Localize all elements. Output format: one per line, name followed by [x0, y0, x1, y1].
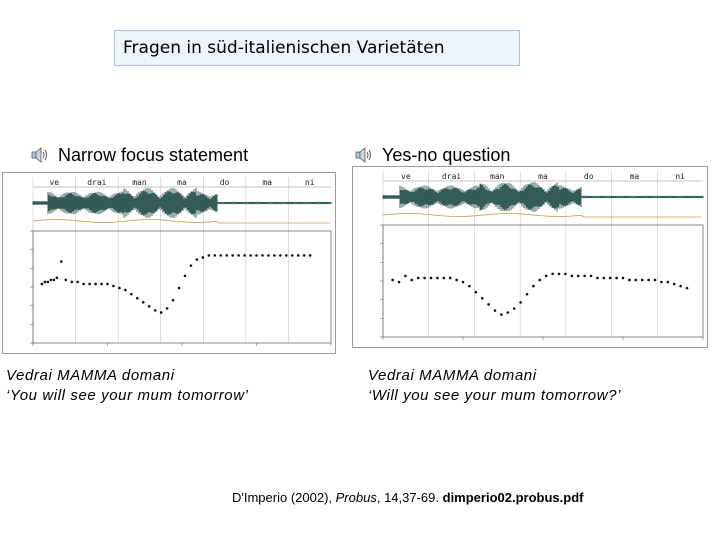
f0-point [291, 254, 294, 257]
speaker-icon[interactable] [30, 145, 50, 165]
f0-point [500, 313, 503, 316]
f0-point [112, 285, 115, 288]
f0-point [243, 254, 246, 257]
narrow-focus-caption [6, 366, 249, 406]
yes-no-plot [352, 166, 708, 348]
f0-point [417, 277, 420, 280]
f0-point [571, 275, 574, 278]
f0-point [545, 275, 548, 278]
f0-point [184, 275, 187, 278]
f0-point [279, 254, 282, 257]
f0-point [519, 301, 522, 304]
f0-point [423, 277, 426, 280]
f0-point [686, 287, 689, 290]
f0-point [660, 281, 663, 284]
intensity-contour [383, 214, 701, 217]
f0-point [564, 273, 567, 276]
f0-point [53, 279, 56, 282]
f0-point [475, 291, 478, 294]
segment-label: ni [304, 178, 315, 187]
f0-point [94, 283, 97, 286]
f0-point [202, 256, 205, 259]
f0-point [64, 279, 67, 282]
f0-point [213, 254, 216, 257]
f0-point [196, 258, 199, 261]
yes-no-caption [368, 366, 621, 406]
f0-point [468, 285, 471, 288]
f0-point [178, 287, 181, 290]
waveform [33, 188, 331, 218]
f0-point [430, 277, 433, 280]
f0-point [641, 279, 644, 282]
f0-point [154, 309, 157, 312]
yes-no-caption-english: ‘Will you see your mum tomorrow?’ [368, 387, 622, 404]
narrow-focus-caption-english: ‘You will see your mum tomorrow’ [6, 387, 249, 404]
f0-point [590, 275, 593, 278]
f0-point [231, 254, 234, 257]
f0-point [237, 254, 240, 257]
segment-label: drai [441, 172, 462, 181]
yes-no-caption-italian: Vedrai MAMMA domani [368, 367, 537, 384]
segment-label: do [219, 178, 230, 187]
f0-point [647, 279, 650, 282]
f0-point [41, 283, 44, 286]
f0-point [88, 283, 91, 286]
f0-point [455, 279, 458, 282]
f0-point [622, 277, 625, 280]
f0-point [583, 275, 586, 278]
f0-point [635, 279, 638, 282]
segment-label: ve [49, 178, 60, 187]
f0-point [404, 275, 407, 278]
f0-point [513, 307, 516, 310]
f0-point [255, 254, 258, 257]
f0-point [507, 311, 510, 314]
waveform [383, 182, 703, 212]
f0-point [267, 254, 270, 257]
f0-point [679, 285, 682, 288]
narrow-focus-pitch-track [3, 173, 336, 354]
segment-label: ma [262, 178, 272, 187]
segment-label: do [583, 172, 594, 181]
reference-author: D'Imperio (2002), [232, 490, 336, 505]
f0-point [47, 281, 50, 284]
segment-label: ma [177, 178, 187, 187]
f0-point [142, 301, 145, 304]
f0-point [82, 283, 85, 286]
reference-file[interactable]: dimperio02.probus.pdf [442, 490, 584, 505]
f0-point [411, 279, 414, 282]
segment-label: ma [538, 172, 548, 181]
speaker-icon[interactable] [354, 145, 374, 165]
f0-point [56, 277, 59, 280]
reference-pages: , 14,37-69. [376, 490, 443, 505]
f0-point [628, 279, 631, 282]
yes-no-pitch-track [353, 167, 708, 348]
f0-point [208, 254, 211, 257]
f0-point [285, 254, 288, 257]
f0-point [609, 277, 612, 280]
narrow-focus-label: Narrow focus statement [58, 144, 249, 165]
segment-label: ni [675, 172, 685, 181]
f0-point [219, 254, 222, 257]
f0-point [309, 254, 312, 257]
f0-point [50, 279, 53, 282]
f0-point [596, 277, 599, 280]
slide-title: Fragen in süd-italienischen Varietäten [114, 30, 520, 66]
narrow-focus-caption-italian: Vedrai MAMMA domani [6, 367, 175, 384]
reference-journal: Probus [335, 490, 377, 505]
pitch-plot-frame [33, 231, 331, 343]
segment-label: ma [629, 172, 640, 181]
reference-citation [232, 490, 583, 505]
segment-label: drai [87, 178, 107, 187]
f0-point [551, 273, 554, 276]
f0-point [603, 277, 606, 280]
f0-point [539, 279, 542, 282]
f0-point [615, 277, 618, 280]
f0-point [398, 281, 401, 284]
f0-point [487, 303, 490, 306]
f0-point [462, 281, 465, 284]
f0-point [106, 283, 109, 286]
f0-point [297, 254, 300, 257]
f0-point [558, 273, 561, 276]
f0-point [166, 307, 169, 310]
f0-point [130, 293, 133, 296]
f0-point [667, 281, 670, 284]
narrow-focus-plot [2, 172, 336, 354]
f0-point [391, 279, 394, 282]
segment-label: ve [401, 172, 411, 181]
f0-point [481, 297, 484, 300]
yes-no-heading [354, 142, 510, 168]
segment-label: man [132, 178, 147, 187]
f0-point [118, 287, 121, 290]
f0-point [100, 283, 103, 286]
narrow-focus-heading [30, 142, 248, 168]
f0-point [261, 254, 264, 257]
f0-point [225, 254, 228, 257]
f0-point [160, 311, 163, 314]
f0-point [673, 283, 676, 286]
f0-point [273, 254, 276, 257]
f0-point [494, 309, 497, 312]
f0-point [44, 281, 47, 284]
f0-point [449, 277, 452, 280]
segment-label: man [490, 172, 505, 181]
f0-point [443, 277, 446, 280]
f0-point [190, 264, 193, 267]
f0-point [526, 293, 529, 296]
f0-point [249, 254, 252, 257]
f0-point [148, 305, 151, 308]
f0-point [436, 277, 439, 280]
f0-point [70, 281, 73, 284]
f0-point [654, 279, 657, 282]
f0-point [60, 260, 63, 263]
f0-point [532, 285, 535, 288]
yes-no-label: Yes-no question [382, 144, 511, 165]
f0-point [577, 275, 580, 278]
f0-point [172, 299, 175, 302]
f0-point [76, 281, 79, 284]
intensity-contour [33, 220, 330, 224]
f0-point [136, 297, 139, 300]
f0-point [124, 289, 127, 292]
f0-point [303, 254, 306, 257]
